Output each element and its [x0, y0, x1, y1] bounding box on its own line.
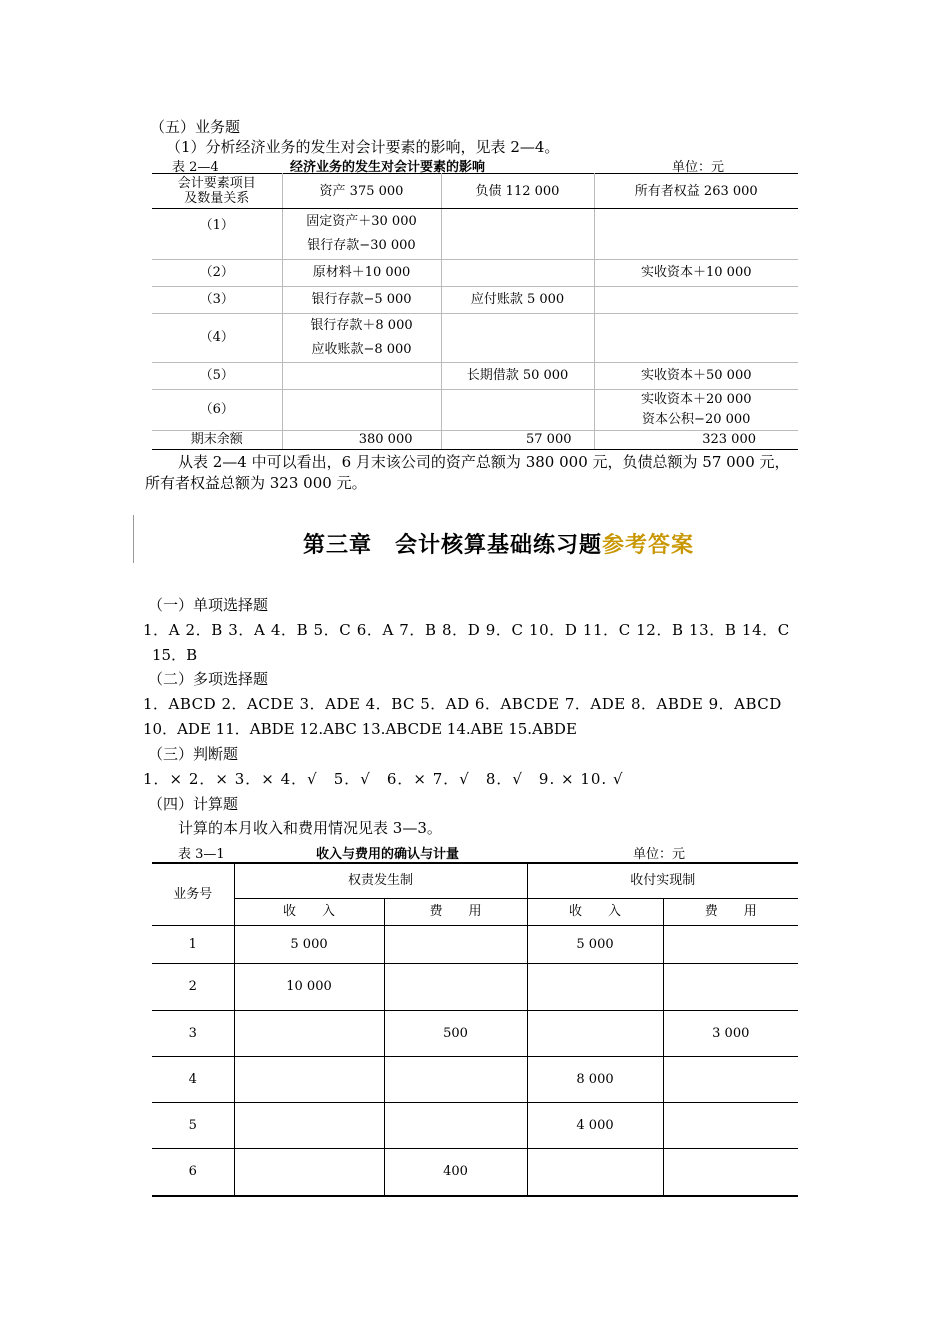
cell-cash-income: 5 000 — [527, 926, 663, 964]
cell-cash-expense — [663, 926, 798, 964]
total-equity: 323 000 — [594, 431, 798, 450]
table-row — [152, 260, 798, 287]
table-header-row — [152, 174, 798, 209]
header-line2: 及数量关系 — [184, 191, 250, 206]
header-accrual-income: 收 入 — [234, 899, 384, 926]
cell-cash-income: 4 000 — [527, 1103, 663, 1149]
row-liabilities — [441, 390, 594, 431]
cell-cash-income: 8 000 — [527, 1057, 663, 1103]
asset-line: 银行存款＋8 000 — [310, 318, 413, 333]
table24-title: 经济业务的发生对会计要素的影响 — [290, 160, 486, 175]
table-row — [152, 209, 798, 260]
cell-accrual-expense: 500 — [384, 1011, 527, 1057]
cell-accrual-expense — [384, 1103, 527, 1149]
cell-cash-expense — [663, 1103, 798, 1149]
row-number: （1） — [152, 209, 282, 260]
row-equity — [594, 287, 798, 314]
row-assets: 原材料＋10 000 — [282, 260, 441, 287]
cell-accrual-income: 10 000 — [234, 964, 384, 1011]
cell-cash-expense — [663, 1057, 798, 1103]
cell-accrual-expense — [384, 926, 527, 964]
conclusion-line2: 所有者权益总额为 323 000 元。 — [145, 474, 367, 492]
row-liabilities: 长期借款 50 000 — [441, 363, 594, 390]
table-row — [152, 287, 798, 314]
row-assets — [282, 314, 441, 363]
s1-heading: （一）单项选择题 — [148, 596, 269, 614]
row-liabilities — [441, 209, 594, 260]
cell-no: 6 — [152, 1149, 234, 1196]
s4-intro: 计算的本月收入和费用情况见表 3—3。 — [178, 819, 442, 837]
row-equity: 实收资本＋50 000 — [594, 363, 798, 390]
total-assets: 380 000 — [282, 431, 441, 450]
cell-no: 4 — [152, 1057, 234, 1103]
header-cash-basis: 收付实现制 — [527, 863, 798, 899]
row-assets — [282, 363, 441, 390]
header-business-no: 业务号 — [152, 863, 234, 926]
table-row — [152, 390, 798, 431]
chapter-title-accent: 参考答案 — [602, 533, 695, 558]
asset-line: 固定资产＋30 000 — [306, 214, 417, 229]
table31-title: 收入与费用的确认与计量 — [316, 847, 460, 862]
s4-heading: （四）计算题 — [148, 795, 239, 813]
row-liabilities — [441, 314, 594, 363]
s2-heading: （二）多项选择题 — [148, 670, 269, 688]
table-row — [152, 964, 798, 1011]
total-liabilities: 57 000 — [441, 431, 594, 450]
equity-line: 实收资本＋20 000 — [641, 392, 752, 407]
cell-cash-income — [527, 964, 663, 1011]
s1-line1: 1．A 2．B 3．A 4．B 5．C 6．A 7．B 8．D 9．C 10．D 11．C 12．B 13．B 14．C — [143, 621, 790, 639]
row-assets — [282, 209, 441, 260]
row-number: （2） — [152, 260, 282, 287]
table31-unit: 单位：元 — [633, 847, 686, 862]
cell-cash-income — [527, 1011, 663, 1057]
header-element-relation — [152, 174, 282, 209]
chapter-title-main: 第三章 会计核算基础练习题 — [303, 533, 603, 558]
row-assets: 银行存款−5 000 — [282, 287, 441, 314]
table-row — [152, 314, 798, 363]
table-3-1 — [152, 862, 798, 1197]
table-row — [152, 1149, 798, 1196]
table-subheader-row — [152, 899, 798, 926]
s2-line2: 10．ADE 11．ABDE 12.ABC 13.ABCDE 14.ABE 15.ABDE — [143, 720, 577, 738]
header-liabilities: 负债 112 000 — [441, 174, 594, 209]
total-label: 期末余额 — [152, 431, 282, 450]
table-row — [152, 363, 798, 390]
row-equity — [594, 209, 798, 260]
header-equity: 所有者权益 263 000 — [594, 174, 798, 209]
cell-accrual-expense: 400 — [384, 1149, 527, 1196]
cell-no: 1 — [152, 926, 234, 964]
margin-bar — [133, 515, 134, 563]
cell-cash-expense — [663, 1149, 798, 1196]
row-liabilities: 应付账款 5 000 — [441, 287, 594, 314]
chapter-title — [303, 528, 694, 559]
header-assets: 资产 375 000 — [282, 174, 441, 209]
table24-label: 表 2—4 — [172, 160, 219, 175]
cell-no: 5 — [152, 1103, 234, 1149]
cell-no: 3 — [152, 1011, 234, 1057]
s1-line2: 15．B — [152, 646, 198, 664]
row-number: （5） — [152, 363, 282, 390]
section5-heading: （五）业务题 — [150, 118, 241, 136]
row-number: （3） — [152, 287, 282, 314]
header-line1: 会计要素项目 — [177, 176, 256, 191]
table-row — [152, 1103, 798, 1149]
cell-no: 2 — [152, 964, 234, 1011]
s2-line1: 1．ABCD 2．ACDE 3．ADE 4．BC 5．AD 6．ABCDE 7．ADE 8．ABDE 9．ABCD — [143, 695, 782, 713]
s3-heading: （三）判断题 — [148, 745, 239, 763]
cell-accrual-expense — [384, 1057, 527, 1103]
cell-accrual-income — [234, 1011, 384, 1057]
cell-accrual-expense — [384, 964, 527, 1011]
cell-accrual-income — [234, 1103, 384, 1149]
table-row — [152, 926, 798, 964]
conclusion-line1: 从表 2—4 中可以看出，6 月末该公司的资产总额为 380 000 元，负债总额为 57 000 元， — [178, 453, 790, 471]
cell-accrual-income — [234, 1057, 384, 1103]
row-equity — [594, 390, 798, 431]
table-total-row — [152, 431, 798, 450]
asset-line: 银行存款−30 000 — [307, 238, 416, 253]
table-header-row — [152, 863, 798, 899]
header-accrual-basis: 权责发生制 — [234, 863, 527, 899]
row-assets — [282, 390, 441, 431]
cell-cash-income — [527, 1149, 663, 1196]
cell-accrual-income — [234, 1149, 384, 1196]
header-cash-expense: 费 用 — [663, 899, 798, 926]
s3-line1: 1．× 2．× 3．× 4．√ 5．√ 6．× 7．√ 8．√ 9. × 10. √ — [143, 770, 624, 788]
row-number: （6） — [152, 390, 282, 431]
table31-label: 表 3—1 — [178, 847, 225, 862]
table-row — [152, 1011, 798, 1057]
header-cash-income: 收 入 — [527, 899, 663, 926]
cell-cash-expense — [663, 964, 798, 1011]
table24-unit: 单位：元 — [672, 160, 725, 175]
row-equity: 实收资本＋10 000 — [594, 260, 798, 287]
header-accrual-expense: 费 用 — [384, 899, 527, 926]
table-row — [152, 1057, 798, 1103]
row-liabilities — [441, 260, 594, 287]
asset-line: 应收账款−8 000 — [311, 342, 412, 357]
table-2-4 — [152, 173, 798, 450]
equity-line: 资本公积−20 000 — [642, 412, 751, 427]
cell-cash-expense: 3 000 — [663, 1011, 798, 1057]
row-equity — [594, 314, 798, 363]
cell-accrual-income: 5 000 — [234, 926, 384, 964]
row-number: （4） — [152, 314, 282, 363]
section5-intro: （1）分析经济业务的发生对会计要素的影响，见表 2—4。 — [166, 138, 560, 156]
